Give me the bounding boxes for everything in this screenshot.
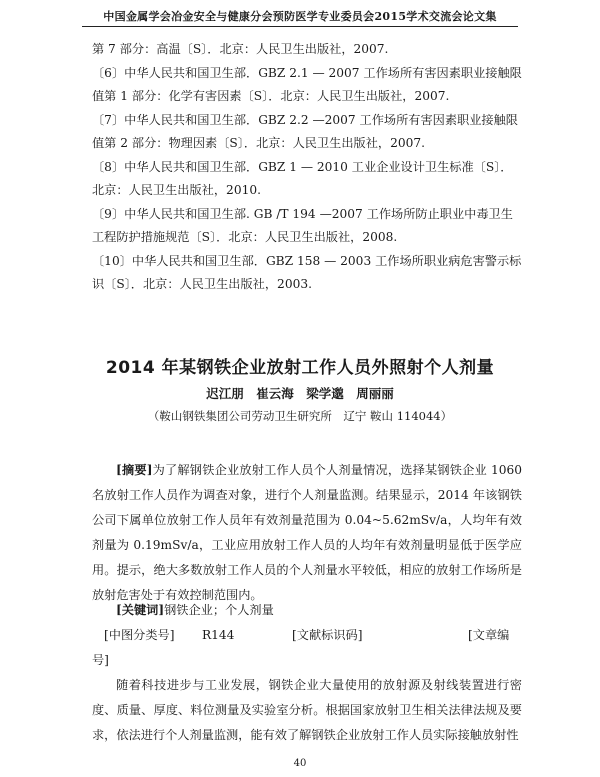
article-title: 2014 年某钢铁企业放射工作人员外照射个人剂量 xyxy=(105,358,495,378)
reference-item: 〔7〕中华人民共和国卫生部．GBZ 2.2 —2007 工作场所有害因素职业接触限值第 2 部分：物理因素〔S〕．北京：人民卫生出版社，2007. xyxy=(92,112,518,150)
article-no-continued: 号] xyxy=(92,653,109,667)
abstract-text: 为了解钢铁企业放射工作人员个人剂量情况，选择某钢铁企业 1060 名放射工作人员作为调查对象，进行个人剂量监测。结果显示，2014 年该钢铁公司下属单位放射工作人员年有效剂量范围为 0.04~5.62mSv/a，人均年有效剂量为 0.19mSv/a，工业应用放射工作人员的人均年有效剂量明显低于医学应用。提示，绝大多数放射工作人员的个人剂量水平较低，相应的放射工作场所是放射危害处于有效控制范围内。 xyxy=(92,463,522,602)
doc-id-label: [文献标识码] xyxy=(292,628,363,642)
body-paragraph: 随着科技进步与工业发展，钢铁企业大量使用的放射源及射线装置进行密度、质量、厚度、料位测量及实验室分析。根据国家放射卫生相关法律法规及要求，依法进行个人剂量监测，能有效了解钢铁企业放射工作人员实际接触放射性 xyxy=(92,678,522,742)
reference-list xyxy=(92,38,522,297)
keywords-text: 钢铁企业；个人剂量 xyxy=(164,603,274,617)
reference-item: 〔6〕中华人民共和国卫生部．GBZ 2.1 — 2007 工作场所有害因素职业接触限值第 1 部分：化学有害因素〔S〕．北京：人民卫生出版社，2007. xyxy=(92,65,522,103)
class-value: R144 xyxy=(202,628,235,642)
reference-item: 〔9〕中华人民共和国卫生部. GB /T 194 —2007 工作场所防止职业中毒卫生工程防护措施规范〔S〕．北京：人民卫生出版社，2008. xyxy=(92,206,513,244)
page-number: 40 xyxy=(293,758,307,769)
keywords-label: [关键词] xyxy=(116,603,165,617)
running-header: 中国金属学会冶金安全与健康分会预防医学专业委员会2015学术交流会论文集 xyxy=(103,10,497,23)
class-label: [中图分类号] xyxy=(104,628,175,642)
abstract xyxy=(92,458,522,608)
header-divider xyxy=(82,26,518,27)
reference-item: 〔8〕中华人民共和国卫生部．GBZ 1 — 2010 工业企业设计卫生标准〔S〕．北京：人民卫生出版社，2010. xyxy=(92,159,513,197)
article-authors: 迟江朋 崔云海 梁学邈 周丽丽 xyxy=(206,386,394,401)
abstract-label: [摘要] xyxy=(116,463,153,477)
reference-item: 第 7 部分：高温〔S〕．北京：人民卫生出版社，2007. xyxy=(92,42,389,56)
article-affiliation: （鞍山钢铁集团公司劳动卫生研究所 辽宁 鞍山 114044） xyxy=(147,409,453,423)
reference-item: 〔10〕中华人民共和国卫生部．GBZ 158 — 2003 工作场所职业病危害警示标识〔S〕．北京：人民卫生出版社，2003. xyxy=(92,253,522,291)
keywords xyxy=(116,598,526,623)
article-no-label: [文章编 xyxy=(468,628,510,642)
